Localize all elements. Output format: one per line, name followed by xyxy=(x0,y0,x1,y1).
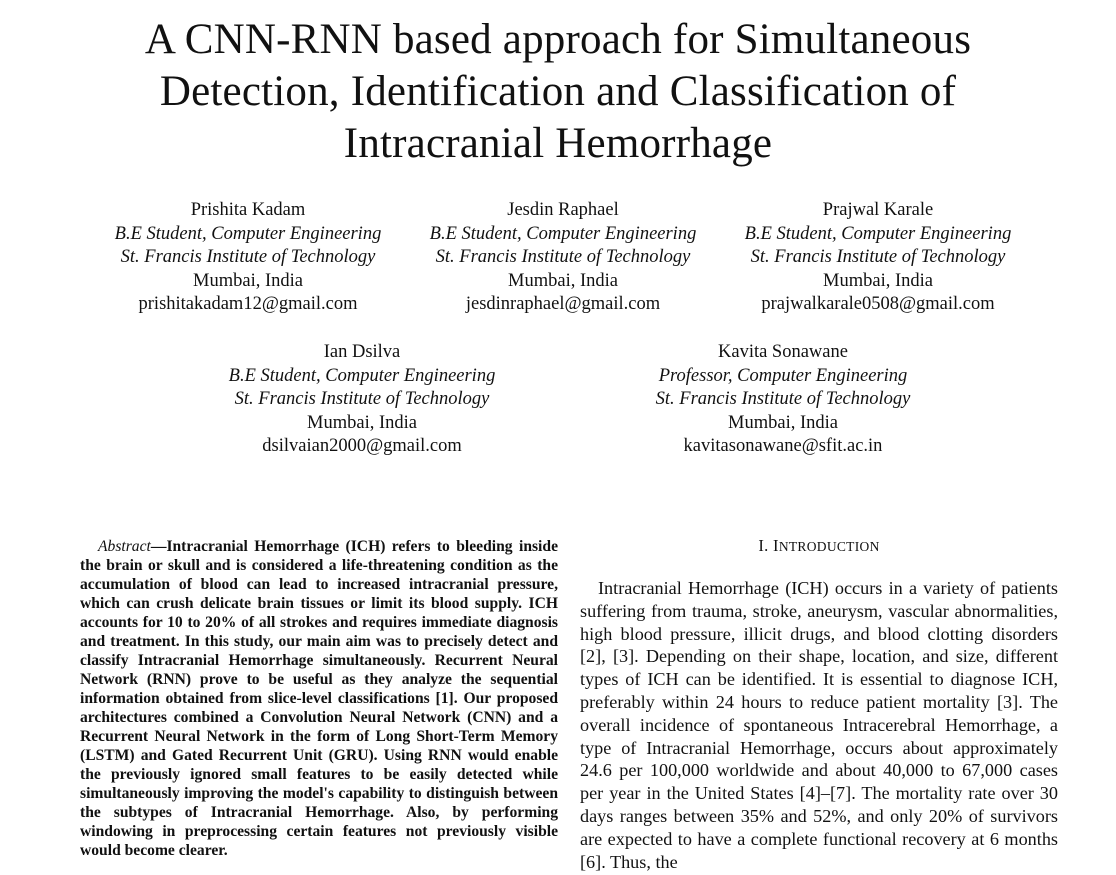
author-block-2 xyxy=(403,199,723,317)
author-institute: St. Francis Institute of Technology xyxy=(120,247,376,267)
author-name: Prajwal Karale xyxy=(822,200,934,220)
title-line-2: Detection, Identification and Classification of xyxy=(159,68,957,115)
author-email[interactable]: prajwalkarale0508@gmail.com xyxy=(761,294,995,314)
author-block-1 xyxy=(88,199,408,317)
title-line-1: A CNN-RNN based approach for Simultaneous xyxy=(144,16,972,63)
author-institute: St. Francis Institute of Technology xyxy=(435,247,691,267)
author-location: Mumbai, India xyxy=(823,270,933,291)
author-location: Mumbai, India xyxy=(193,270,303,291)
author-email[interactable]: jesdinraphael@gmail.com xyxy=(465,294,661,314)
author-institute: St. Francis Institute of Technology xyxy=(234,389,490,409)
author-name: Kavita Sonawane xyxy=(718,342,848,362)
title-line-3: Intracranial Hemorrhage xyxy=(343,120,773,167)
abstract xyxy=(80,537,558,860)
author-email[interactable]: prishitakadam12@gmail.com xyxy=(138,294,358,314)
abstract-dash: — xyxy=(150,538,167,555)
author-block-4 xyxy=(202,341,522,459)
author-role: B.E Student, Computer Engineering xyxy=(429,223,697,244)
abstract-label: Abstract xyxy=(98,538,151,555)
author-role: B.E Student, Computer Engineering xyxy=(228,365,496,386)
section-title-initial: I xyxy=(773,536,779,555)
author-location: Mumbai, India xyxy=(728,412,838,433)
author-email[interactable]: dsilvaian2000@gmail.com xyxy=(262,436,462,456)
author-name: Ian Dsilva xyxy=(323,342,401,362)
author-role: Professor, Computer Engineering xyxy=(658,365,908,386)
author-role: B.E Student, Computer Engineering xyxy=(744,223,1012,244)
author-email[interactable]: kavitasonawane@sfit.ac.in xyxy=(683,436,883,456)
section-title-rest: NTRODUCTION xyxy=(778,539,880,554)
author-location: Mumbai, India xyxy=(508,270,618,291)
section-heading-introduction xyxy=(580,536,1058,557)
author-name: Prishita Kadam xyxy=(190,200,306,220)
author-institute: St. Francis Institute of Technology xyxy=(750,247,1006,267)
author-role: B.E Student, Computer Engineering xyxy=(114,223,382,244)
abstract-text: Intracranial Hemorrhage (ICH) refers to bleeding inside the brain or skull and is considered a life-threatening condition as the accumulation of blood can lead to increased intracranial pressure, which can crush delicate brain tissues or limit its blood supply. ICH accounts for 10 to 20% of all strokes and requires immediate diagnosis and treatment. In this study, our main aim was to precisely detect and classify Intracranial Hemorrhage simultaneously. Recurrent Neural Network (RNN) prove to be useful as they analyze the sequential information obtained from slice-level classifications [1]. Our proposed architectures combined a Convolution Neural Network (CNN) and a Recurrent Neural Network in the form of Long Short-Term Memory (LSTM) and Gated Recurrent Unit (GRU). Using RNN would enable the previously ignored small features to be easily detected while simultaneously improving the model's capability to distinguish between the subtypes of Intracranial Hemorrhage. Also, by performing windowing in preprocessing certain features not previously visible would become clearer. xyxy=(80,538,558,859)
author-name: Jesdin Raphael xyxy=(507,200,619,220)
author-block-5 xyxy=(623,341,943,459)
section-number: I. xyxy=(758,536,769,555)
author-block-3 xyxy=(718,199,1038,317)
introduction-text: Intracranial Hemorrhage (ICH) occurs in a variety of patients suffering from trauma, stroke, aneurysm, vascular abnormalities, high blood pressure, illicit drugs, and blood clotting disorders [2], [3]. Depending on their shape, location, and size, different types of ICH can be identified. It is essential to diagnose ICH, preferably within 24 hours to reduce patient mortality [3]. The overall incidence of spontaneous Intracerebral Hemorrhage, a type of Intracranial Hemorrhage, occurs about approximately 24.6 per 100,000 worldwide and about 40,000 to 67,000 cases per year in the United States [4]–[7]. The mortality rate over 30 days ranges between 35% and 52%, and only 20% of survivors are expected to have a complete functional recovery at 6 months [6]. Thus, the xyxy=(580,578,1058,872)
author-institute: St. Francis Institute of Technology xyxy=(655,389,911,409)
introduction-paragraph xyxy=(580,577,1058,873)
paper-title xyxy=(0,14,1116,170)
author-location: Mumbai, India xyxy=(307,412,417,433)
